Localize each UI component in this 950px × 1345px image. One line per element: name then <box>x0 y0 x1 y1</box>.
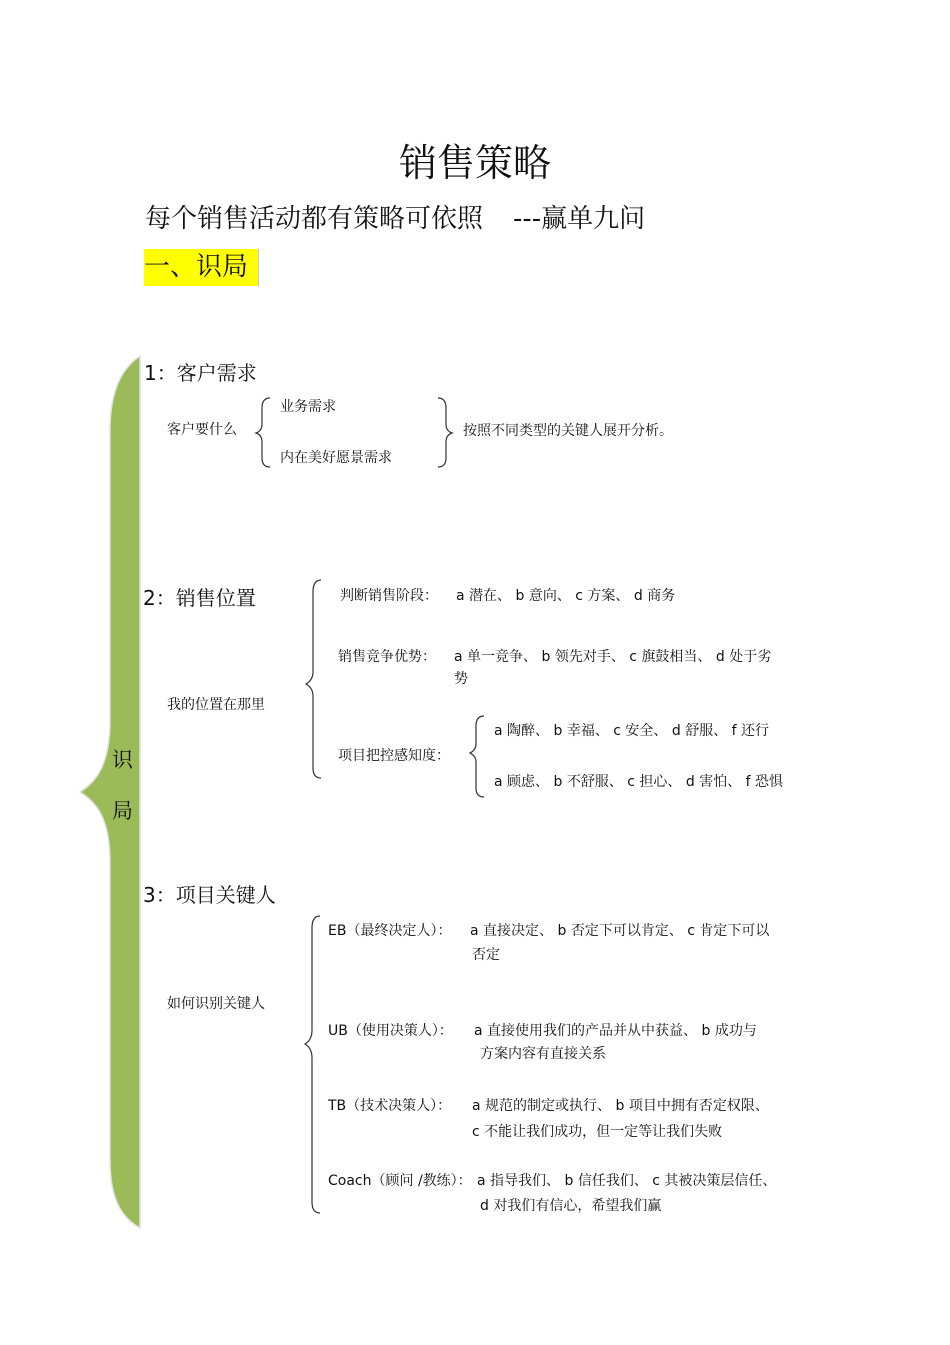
q2-control-negative: a 顾虑、 b 不舒服、 c 担心、 d 害怕、 f 恐惧 <box>494 774 784 790</box>
q2-compete-label: 销售竞争优势： <box>338 649 436 665</box>
page-subtitle <box>145 198 645 235</box>
q3-role-tb-line2: c 不能让我们成功，但一定等让我们失败 <box>472 1124 723 1140</box>
q1-item-vision: 内在美好愿景需求 <box>280 450 392 466</box>
page-title: 销售策略 <box>398 141 551 185</box>
q2-compete-line1: a 单一竞争、 b 领先对手、 c 旗鼓相当、 d 处于劣 <box>454 649 772 665</box>
q3-role-coach-label: Coach（顾问 /教练）： <box>328 1173 472 1189</box>
q1-heading: 1：客户需求 <box>144 361 257 385</box>
q2-stage-label: 判断销售阶段： <box>340 588 438 604</box>
q1-item-business: 业务需求 <box>280 399 336 415</box>
q3-role-eb-line1: a 直接决定、 b 否定下可以肯定、 c 肯定下可以 <box>470 923 770 939</box>
q3-heading: 3：项目关键人 <box>143 883 276 907</box>
q2-heading: 2：销售位置 <box>143 586 256 610</box>
q3-role-tb-label: TB（技术决策人）： <box>328 1098 452 1114</box>
q3-role-coach-line2: d 对我们有信心，希望我们赢 <box>480 1198 662 1214</box>
q3-role-eb-line2: 否定 <box>472 947 500 963</box>
q1-left-brace <box>256 398 270 467</box>
q1-left-label: 客户要什么 <box>167 422 237 438</box>
q3-role-ub-line1: a 直接使用我们的产品并从中获益、 b 成功与 <box>474 1023 757 1039</box>
side-brace-fill <box>80 356 140 1228</box>
q3-role-tb-line1: a 规范的制定或执行、 b 项目中拥有否定权限、 <box>472 1098 769 1114</box>
side-char-2: 局 <box>112 799 133 823</box>
q3-role-ub-label: UB（使用决策人）： <box>328 1023 453 1039</box>
section-heading: 一、识局 <box>144 249 259 286</box>
side-char-1: 识 <box>112 748 133 772</box>
q2-compete-line2: 势 <box>454 671 468 687</box>
q2-control-positive: a 陶醉、 b 幸福、 c 安全、 d 舒服、 f 还行 <box>494 723 770 739</box>
q3-role-eb-label: EB（最终决定人）： <box>328 923 452 939</box>
q1-right-note: 按照不同类型的关键人展开分析。 <box>463 423 673 439</box>
q2-main-brace <box>306 580 321 778</box>
subtitle-text: 每个销售活动都有策略可依照 <box>145 204 484 234</box>
q2-left-label: 我的位置在那里 <box>167 697 265 713</box>
q2-control-brace <box>470 716 484 797</box>
q3-main-brace <box>305 916 320 1213</box>
q1-right-brace <box>438 398 452 467</box>
q2-stage-value: a 潜在、 b 意向、 c 方案、 d 商务 <box>456 588 676 604</box>
q3-role-coach-line1: a 指导我们、 b 信任我们、 c 其被决策层信任、 <box>477 1173 777 1189</box>
q3-role-ub-line2: 方案内容有直接关系 <box>480 1046 606 1062</box>
subtitle-suffix: ---赢单九问 <box>513 204 646 234</box>
q2-control-label: 项目把控感知度： <box>338 748 450 764</box>
q3-left-label: 如何识别关键人 <box>167 996 265 1012</box>
